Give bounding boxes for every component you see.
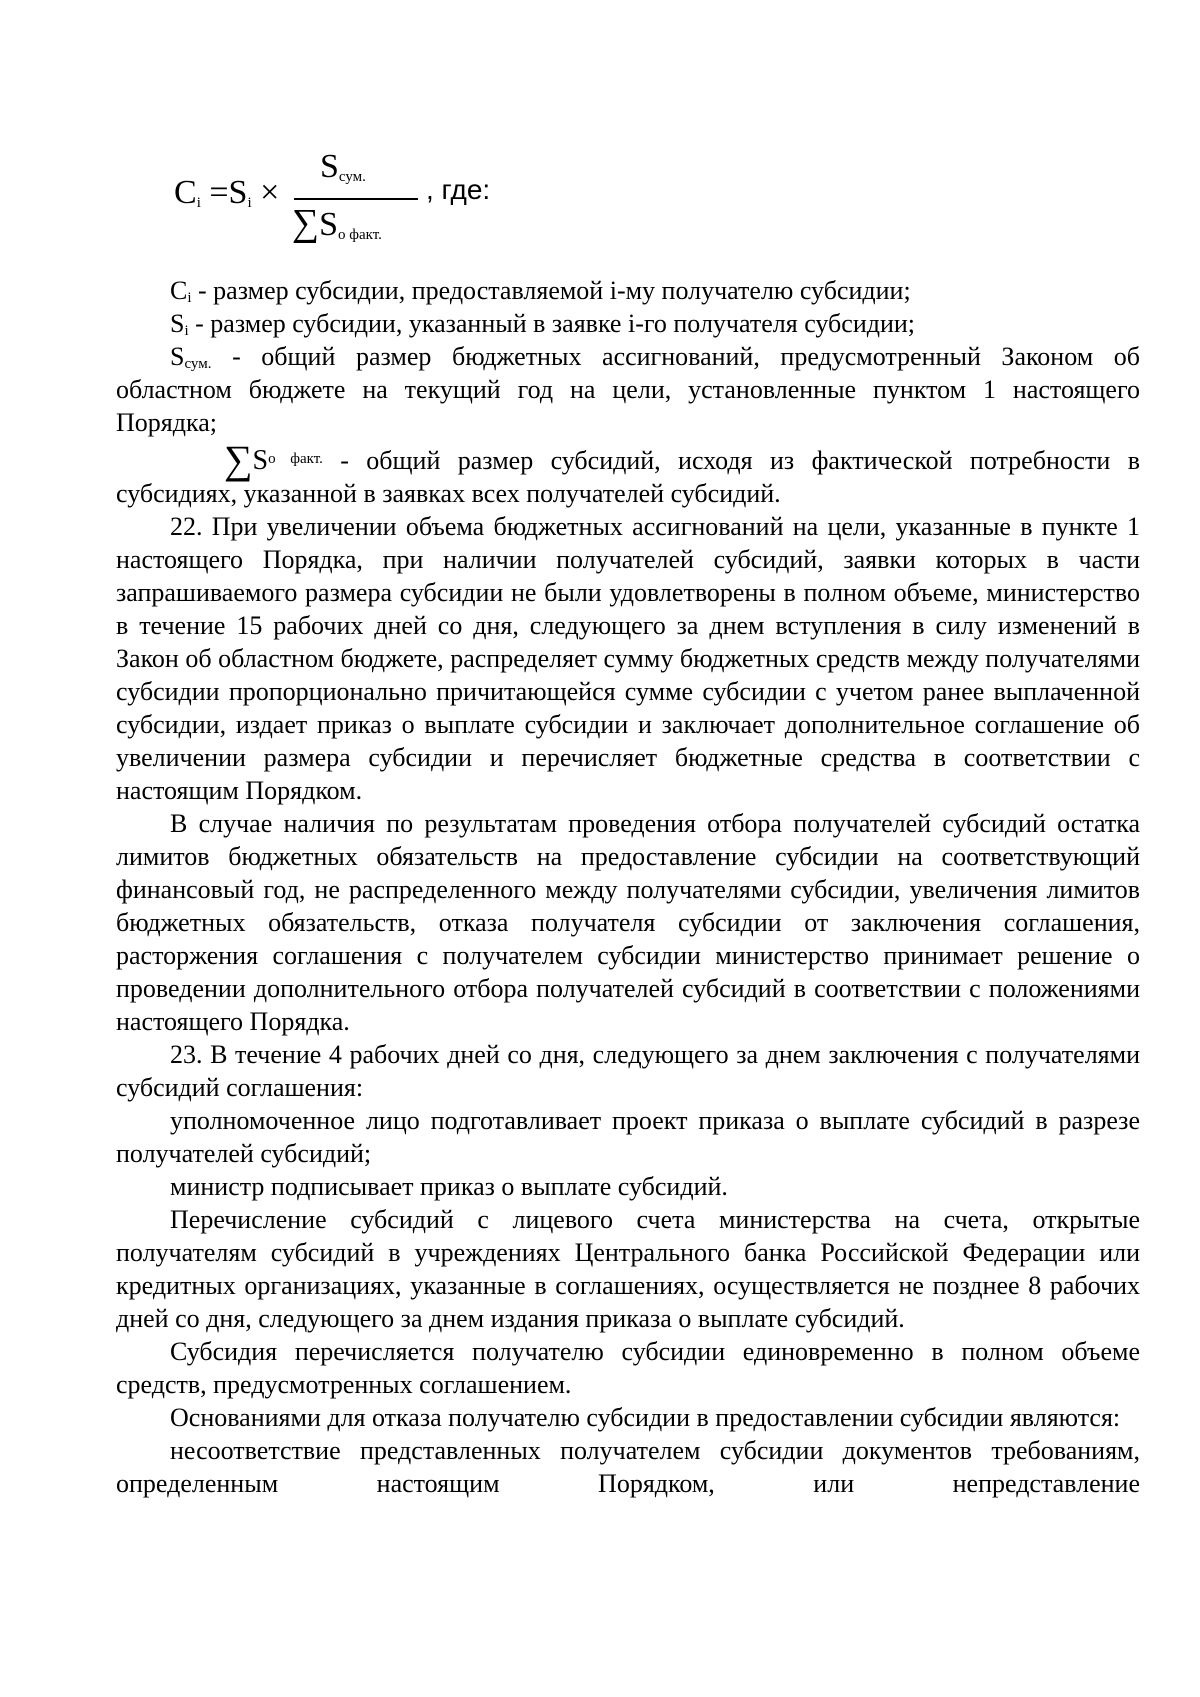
paragraph-23-item-a: уполномоченное лицо подготавливает проект приказа о выплате субсидий в разрезе получателей субсидий;: [116, 1106, 1140, 1168]
paragraph-22: 22. При увеличении объема бюджетных ассигнований на цели, указанные в пункте 1 настоящего Порядка, при наличии получателей субсидий, заявки которых в части запрашиваемого размера субсидии не были удовлетворены в полном объеме, министерство в течение 15 рабочих дней со дня, следующего за днем вступления в силу изменений в Закон об областном бюджете, распределяет сумму бюджетных средств между получателями субсидии пропорционально причитающейся сумме субсидии с учетом ранее выплаченной субсидии, издает приказ о выплате субсидии и заключает дополнительное соглашение об увеличении размера субсидии и перечисляет бюджетные средства в соответствии с настоящим Порядком.: [116, 512, 1140, 805]
def-si: $S_i$ - размер субсидии, указанный в заявке i-го получателя субсидии;: [170, 309, 916, 339]
formula-numerator: $S_{сум.}$: [320, 148, 366, 185]
paragraph-23-refusal-grounds: Основаниями для отказа получателю субсидии в предоставлении субсидии являются:: [170, 1403, 1121, 1432]
subsidy-formula: [174, 148, 674, 244]
def-sfact: $\sum S^{о факт.}$ - общий размер субсидий, исходя из фактической потребности в субсидиях, указанной в заявках всех получателей субсидий.: [116, 437, 1140, 508]
def-ssum: $S_{сум.}$ - общий размер бюджетных ассигнований, предусмотренный Законом об областном бюджете на текущий год на цели, установленные пунктом 1 настоящего Порядка;: [116, 342, 1140, 437]
paragraph-23: 23. В течение 4 рабочих дней со дня, следующего за днем заключения с получателями субсидий соглашения:: [116, 1040, 1140, 1102]
formula-lhs: $C_i =S_i$ ×: [174, 174, 280, 211]
formula-fraction: [292, 148, 422, 244]
def-ci: $C_i$ - размер субсидии, предоставляемой i-му получателю субсидии;: [170, 276, 911, 306]
paragraph-23-lump-sum: Субсидия перечисляется получателю субсидии единовременно в полном объеме средств, предусмотренных соглашением.: [116, 1337, 1140, 1399]
paragraph-23-noncompliance: несоответствие представленных получателем субсидии документов требованиям, определенным настоящим Порядком, или непредставление: [116, 1436, 1140, 1498]
fraction-bar: [294, 198, 418, 200]
formula-denominator: $\sum S_{о факт.}$: [292, 202, 382, 244]
paragraph-22-additional: В случае наличия по результатам проведения отбора получателей субсидий остатка лимитов бюджетных обязательств на предоставление субсидии на соответствующий финансовый год, не распределенного между получателями субсидии, увеличения лимитов бюджетных обязательств, отказа получателя субсидии от заключения соглашения, расторжения соглашения с получателем субсидии министерство принимает решение о проведении дополнительного отбора получателей субсидий в соответствии с положениями настоящего Порядка.: [116, 809, 1140, 1036]
document-body: [116, 274, 1140, 1500]
paragraph-23-item-b: министр подписывает приказ о выплате субсидий.: [170, 1172, 728, 1201]
formula-where: , где:: [426, 174, 491, 205]
paragraph-23-transfer: Перечисление субсидий с лицевого счета министерства на счета, открытые получателям субсидий в учреждениях Центрального банка Российской Федерации или кредитных организациях, указанные в соглашениях, осуществляется не позднее 8 рабочих дней со дня, следующего за днем издания приказа о выплате субсидий.: [116, 1205, 1140, 1333]
